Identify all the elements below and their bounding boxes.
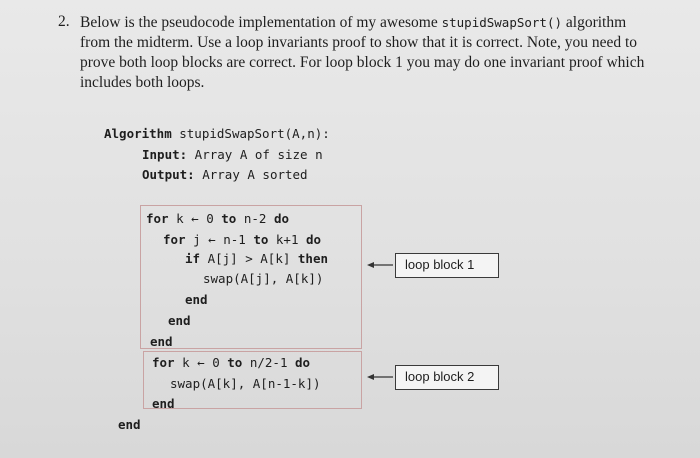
- block2-swap: swap(A[k], A[n-1-k]): [170, 376, 321, 391]
- question-line-4: includes both loops.: [80, 74, 205, 91]
- question-line-2: from the midterm. Use a loop invariants proof to show that it is correct. Note, you need to: [80, 34, 638, 51]
- question-text: [80, 13, 692, 93]
- question-line-1: Below is the pseudocode implementation of my awesome stupidSwapSort() algorithm: [80, 14, 627, 31]
- arrow-left-icon: [366, 259, 394, 271]
- loop-block-2-label: loop block 2: [395, 365, 499, 390]
- block1-end-if: end: [185, 292, 208, 307]
- arrow-left-icon: [366, 371, 394, 383]
- algorithm-header: Algorithm stupidSwapSort(A,n):: [104, 126, 330, 141]
- block1-outer-for: for k ← 0 to n-2 do: [146, 211, 290, 226]
- block1-inner-for: for j ← n-1 to k+1 do: [163, 232, 322, 247]
- question-line-3: prove both loop blocks are correct. For loop block 1 you may do one invariant proof which: [80, 54, 645, 71]
- question-number: 2.: [58, 13, 70, 30]
- algorithm-input-line: Input: Array A of size n: [142, 147, 323, 162]
- block1-if: if A[j] > A[k] then: [185, 251, 329, 266]
- loop-block-1-label: loop block 1: [395, 253, 499, 278]
- block1-swap: swap(A[j], A[k]): [203, 271, 324, 286]
- function-name-code: stupidSwapSort(): [441, 15, 563, 30]
- block2-end: end: [152, 396, 175, 411]
- block1-end-outer: end: [150, 334, 173, 349]
- algorithm-end: end: [118, 417, 141, 432]
- block1-end-inner: end: [168, 313, 191, 328]
- block2-for: for k ← 0 to n/2-1 do: [152, 355, 311, 370]
- algorithm-output-line: Output: Array A sorted: [142, 167, 308, 182]
